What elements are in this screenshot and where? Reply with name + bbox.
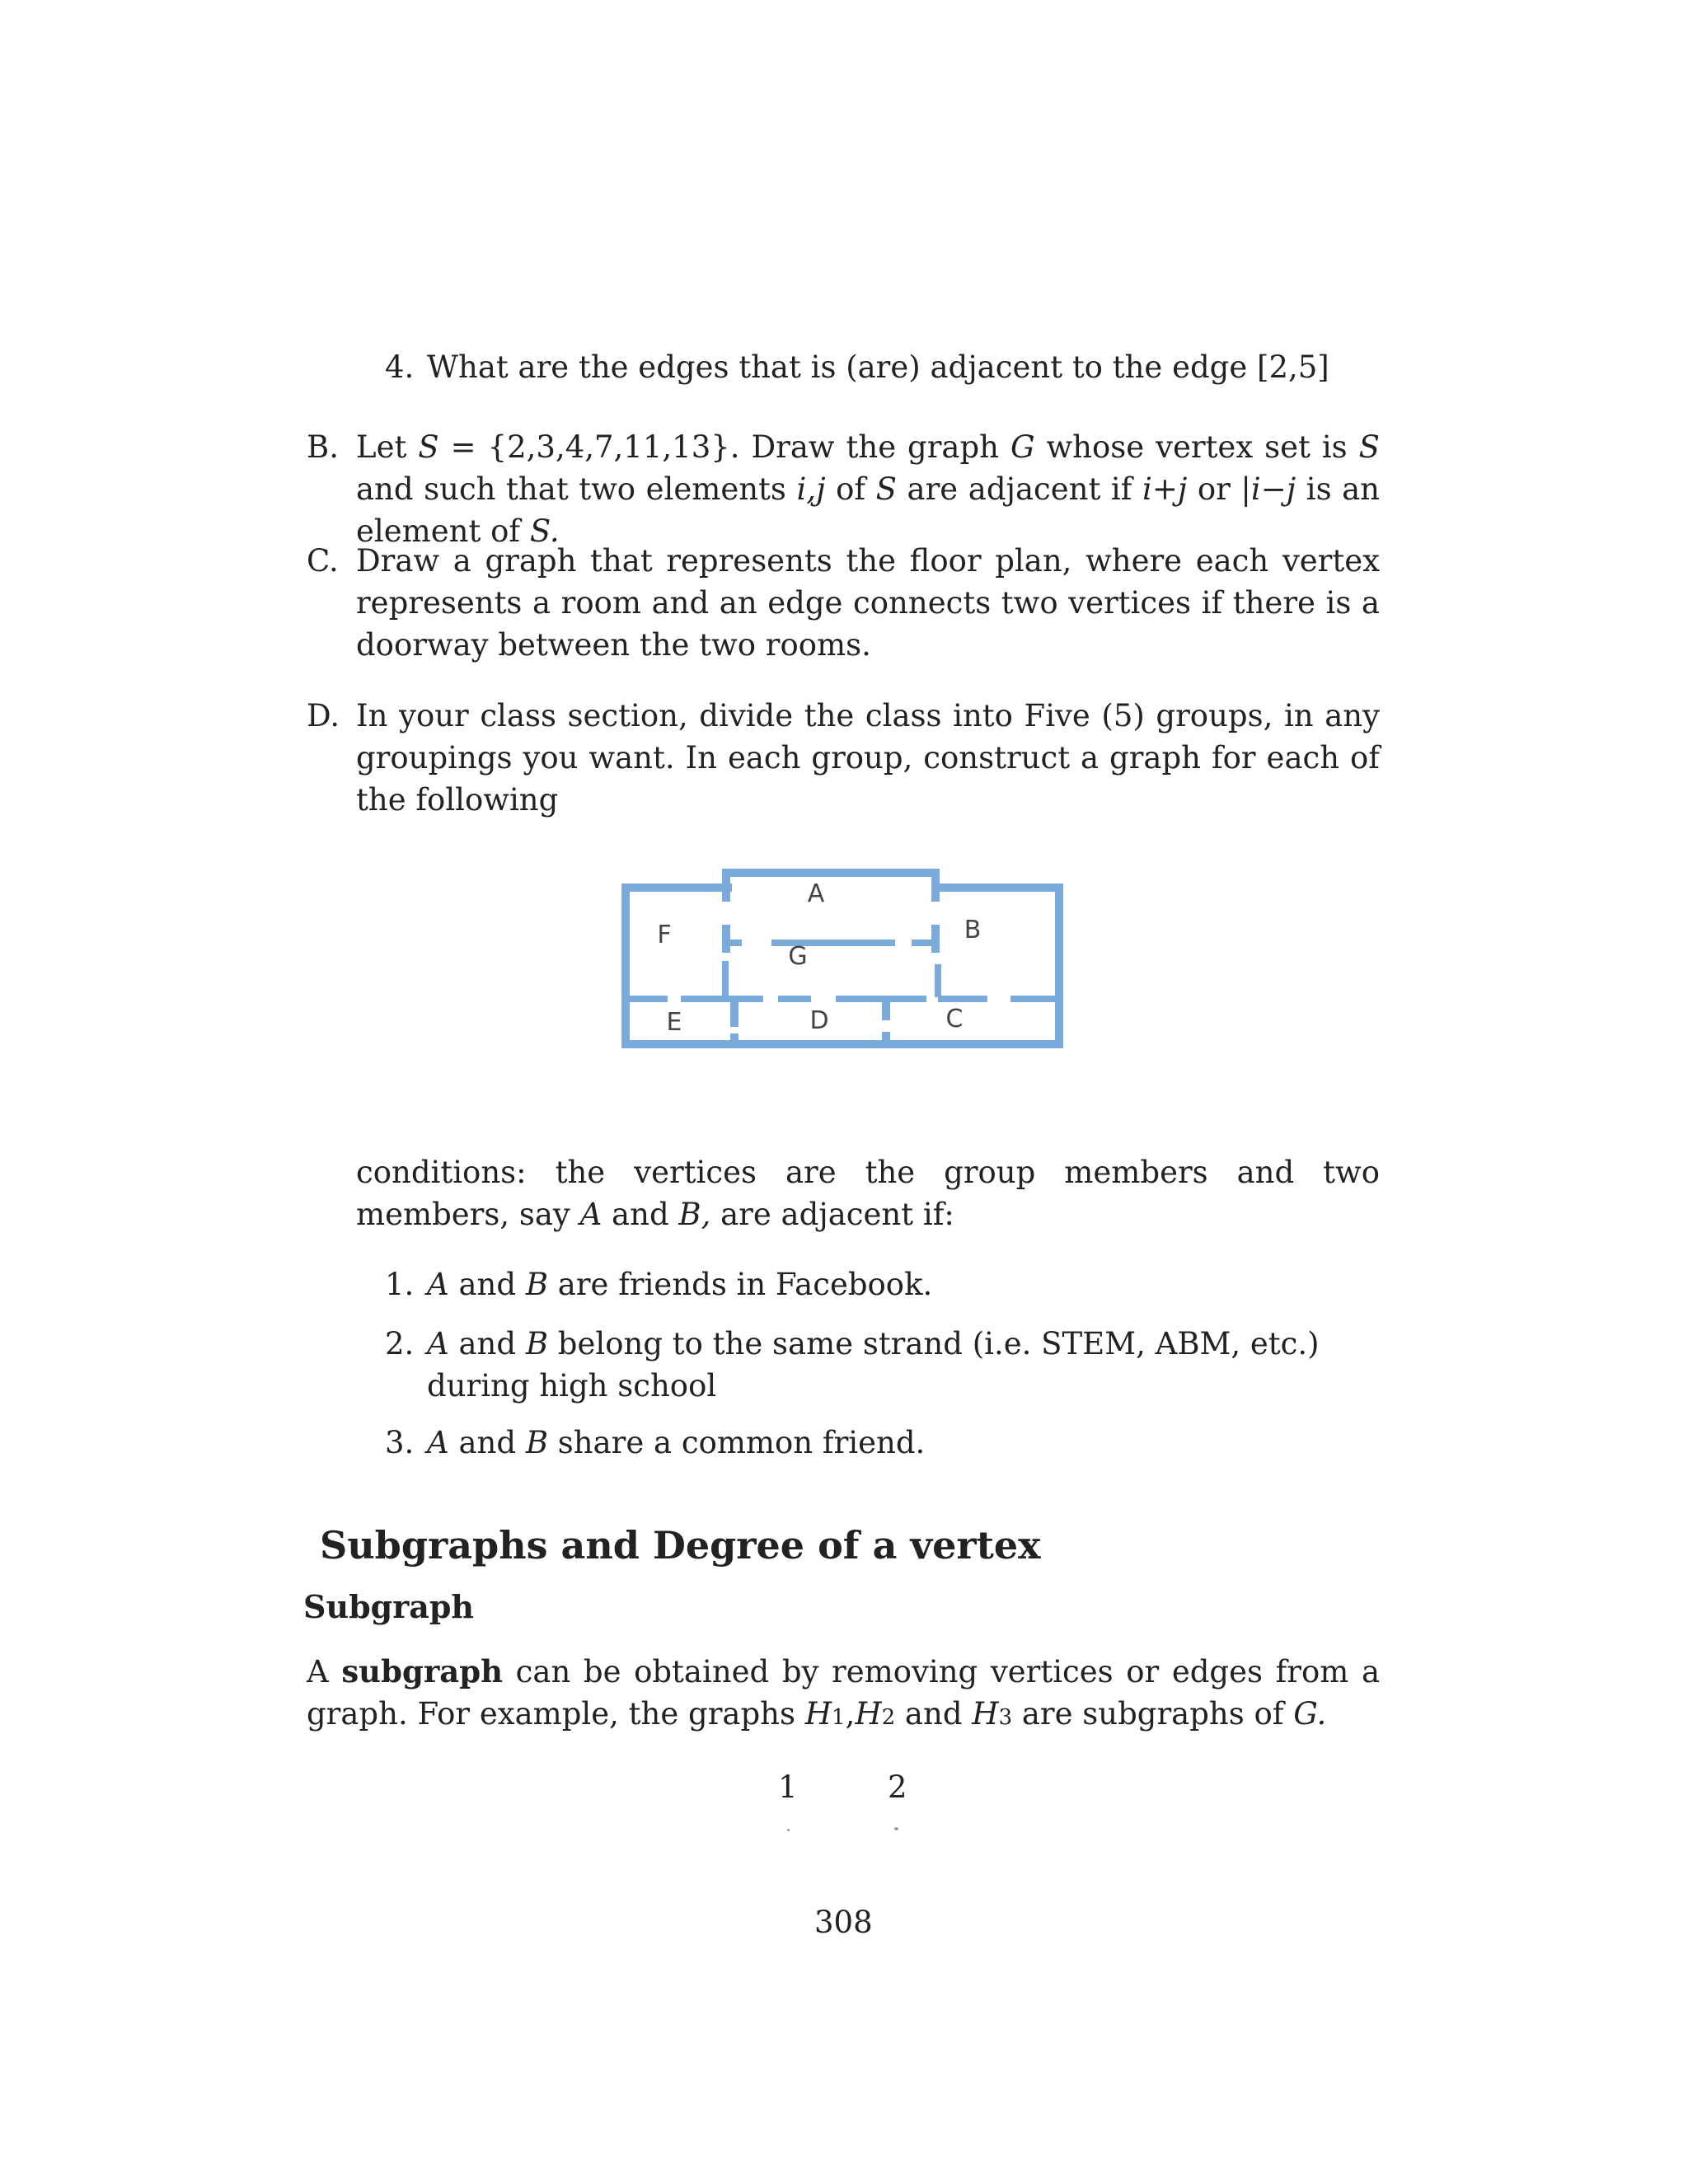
vertex-label: 2: [888, 1769, 907, 1805]
floor-plan-diagram: [610, 857, 1071, 1063]
room-label-a: A: [807, 879, 825, 908]
room-label-f: F: [657, 921, 672, 949]
wall-segment: [681, 996, 763, 1002]
wall-segment: [931, 883, 1063, 892]
subgraph-paragraph: A subgraph can be obtained by removing vertices or edges from a graph. For example, the graphs H1,H2 and H3 are subgraphs of G.: [307, 1653, 1381, 1732]
vertex-dot: [894, 1827, 898, 1830]
room-label-e: E: [666, 1008, 682, 1037]
wall-segment: [722, 869, 940, 877]
wall-segment: [882, 1032, 890, 1042]
list-item-number: 2.: [385, 1326, 415, 1361]
wall-segment: [621, 883, 732, 892]
item-text: Let S = {2,3,4,7,11,13}. Draw the graph G whose vertex set is S and such that two elements i,j of S are adjacent if i+j or |i−j is an element of S.: [356, 429, 1380, 549]
item-text: What are the edges that is (are) adjacent to the edge [2,5]: [427, 349, 1329, 385]
wall-segment: [722, 940, 742, 946]
wall-segment: [836, 996, 926, 1002]
room-label-d: D: [809, 1006, 829, 1035]
conditions-text: conditions: the vertices are the group members and two members, say A and B, are adjacent if:: [356, 1155, 1380, 1232]
wall-segment: [1010, 996, 1063, 1002]
room-label-c: C: [945, 1005, 964, 1033]
wall-segment: [621, 1040, 1063, 1048]
vertex-label: 1: [778, 1769, 798, 1805]
list-item: A and B belong to the same strand (i.e. STEM, ABM, etc.) during high school: [427, 1326, 1320, 1404]
item-letter: D.: [307, 698, 340, 733]
item-letter: C.: [307, 543, 339, 579]
list-item: A and B are friends in Facebook.: [427, 1267, 933, 1302]
item-number: 4.: [385, 349, 415, 385]
wall-segment: [935, 964, 941, 997]
section-heading: Subgraphs and Degree of a vertex: [320, 1523, 1041, 1568]
wall-segment: [722, 925, 730, 953]
page-number: 308: [814, 1905, 873, 1940]
room-label-b: B: [964, 916, 982, 944]
list-item: A and B share a common friend.: [427, 1425, 926, 1460]
wall-segment: [882, 1002, 890, 1020]
wall-segment: [931, 925, 940, 953]
wall-segment: [621, 883, 630, 1048]
list-item-number: 3.: [385, 1425, 415, 1460]
wall-segment: [912, 940, 931, 946]
item-text: In your class section, divide the class into Five (5) groups, in any groupings you want. In each group, construct a graph for each of the following: [356, 698, 1380, 818]
subsection-heading: Subgraph: [303, 1588, 475, 1625]
wall-segment: [778, 996, 811, 1002]
wall-segment: [722, 961, 729, 997]
wall-segment: [938, 996, 987, 1002]
vertex-dot: [787, 1829, 790, 1831]
wall-segment: [730, 1033, 738, 1042]
item-text: Draw a graph that represents the floor plan, where each vertex represents a room and an edge connects two vertices if there is a doorway between the two rooms.: [356, 543, 1380, 663]
wall-segment: [730, 1002, 738, 1027]
room-label-g: G: [788, 942, 808, 971]
wall-segment: [931, 869, 940, 902]
wall-segment: [1055, 883, 1063, 1048]
list-item-number: 1.: [385, 1267, 415, 1302]
item-letter: B.: [307, 429, 339, 465]
wall-segment: [621, 996, 668, 1002]
